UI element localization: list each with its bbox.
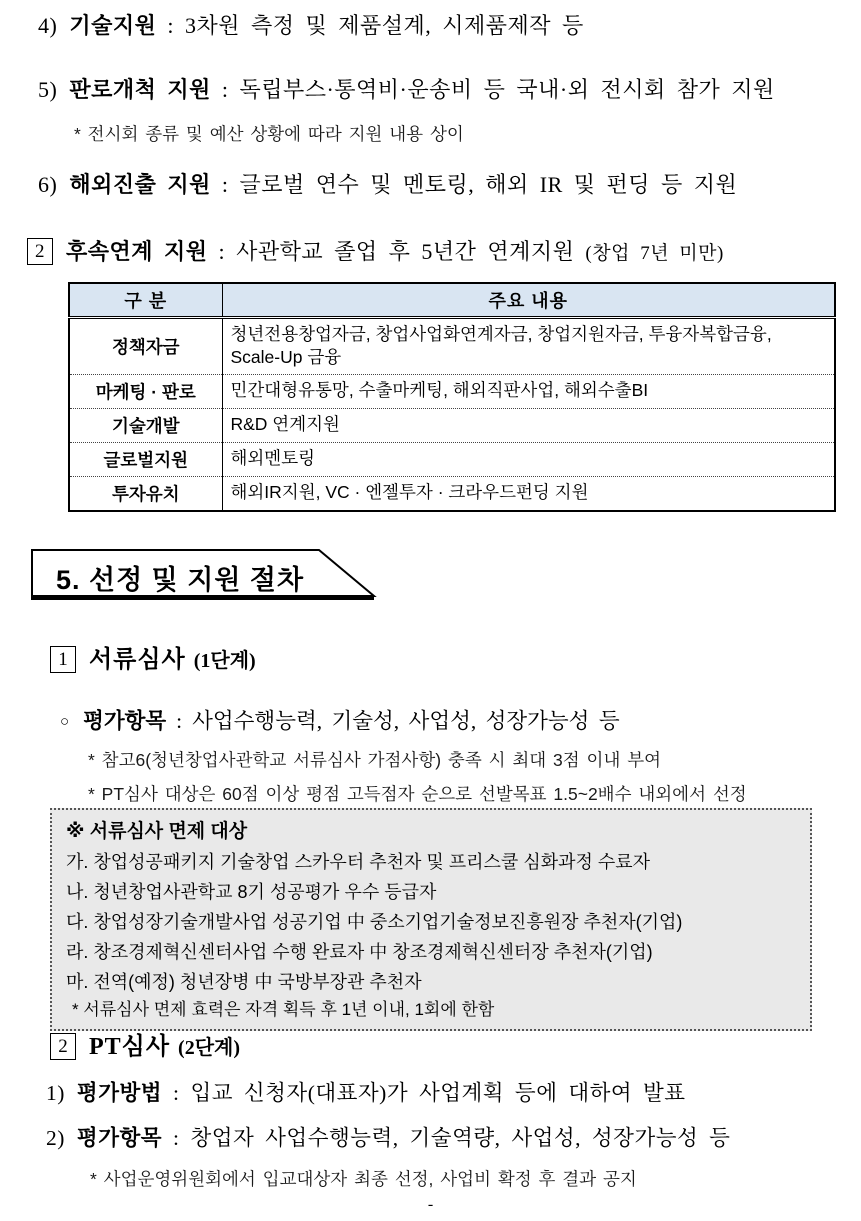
pt-item-criteria (46, 1126, 730, 1152)
item-text: 창업자 사업수행능력, 기술역량, 사업성, 성장가능성 등 (190, 1126, 731, 1150)
item-label: 해외진출 지원 (69, 172, 211, 197)
table-header-row (69, 283, 835, 317)
item-text: 3차원 측정 및 제품설계, 시제품제작 등 (184, 13, 584, 38)
separator: : (218, 239, 226, 264)
section-suffix: (창업 7년 미만) (585, 243, 724, 264)
pt-item-method (46, 1081, 686, 1107)
list-item-overseas-support (38, 172, 737, 198)
item-number: 2) (46, 1126, 65, 1150)
section-text: 사관학교 졸업 후 5년간 연계지원 (236, 239, 575, 264)
followup-support-table (68, 282, 836, 512)
separator: : (221, 172, 229, 197)
separator: : (173, 1126, 180, 1150)
table-row (69, 476, 835, 511)
list-item-tech-support (38, 13, 584, 39)
item-number: 1) (46, 1081, 65, 1105)
row-category: 투자유치 (69, 476, 222, 511)
row-content: 민간대형유통망, 수출마케팅, 해외직판사업, 해외수출BI (230, 380, 649, 401)
item-label: 평가항목 (76, 1126, 162, 1150)
separator: : (173, 1081, 180, 1105)
table-row (69, 374, 835, 408)
list-item-market-support (38, 77, 775, 103)
item-label: 기술지원 (69, 13, 157, 38)
screening-footnote-2: * PT심사 대상은 60점 이상 평점 고득점자 순으로 선발목표 1.5~2배수 내외에서 선정 (88, 784, 747, 804)
bullet-text: 사업수행능력, 기술성, 사업성, 성장가능성 등 (192, 709, 620, 733)
item-footnote: * 전시회 종류 및 예산 상황에 따라 지원 내용 상이 (74, 124, 464, 144)
boxed-number: 2 (50, 1033, 76, 1060)
pt-footnote: * 사업운영위원회에서 입교대상자 최종 선정, 사업비 확정 후 결과 공지 (90, 1169, 637, 1189)
screening-exemption-box (50, 808, 812, 1031)
exemption-item: 다. 창업성장기술개발사업 성공기업 中 중소기업기술정보진흥원장 추천자(기업) (66, 912, 683, 932)
exemption-item: 나. 청년창업사관학교 8기 성공평가 우수 등급자 (66, 882, 437, 902)
exemption-title: ※ 서류심사 면제 대상 (66, 821, 248, 842)
exemption-item: 마. 전역(예정) 청년장병 中 국방부장관 추천자 (66, 972, 422, 992)
heading-document-screening (50, 639, 256, 674)
page-number-mark: - (427, 1196, 434, 1213)
table-row (69, 408, 835, 442)
item-text: 글로벌 연수 및 멘토링, 해외 IR 및 펀딩 등 지원 (239, 172, 738, 197)
exemption-item: 가. 창업성공패키지 기술창업 스카우터 추천자 및 프리스쿨 심화과정 수료자 (66, 852, 651, 872)
table-row (69, 442, 835, 476)
column-header-category: 구 분 (69, 283, 222, 317)
item-label: 판로개척 지원 (69, 77, 211, 102)
row-content: R&D 연계지원 (230, 414, 340, 435)
bullet-label: 평가항목 (83, 709, 167, 733)
screening-footnote-1: * 참고6(청년창업사관학교 서류심사 가점사항) 충족 시 최대 3점 이내 부여 (88, 750, 662, 770)
boxed-number: 2 (27, 238, 53, 265)
heading-stage: (1단계) (193, 650, 256, 672)
section-title: 5. 선정 및 지원 절차 (56, 565, 305, 595)
heading-title: 서류심사 (89, 647, 186, 673)
section-followup-support (27, 238, 724, 266)
row-content: 해외IR지원, VC · 엔젤투자 · 크라우드펀딩 지원 (230, 482, 589, 503)
row-content: 해외멘토링 (230, 448, 316, 469)
row-category: 마케팅 · 판로 (69, 374, 222, 408)
row-category: 글로벌지원 (69, 442, 222, 476)
heading-pt-screening (50, 1026, 240, 1061)
item-number: 4) (38, 13, 58, 38)
item-label: 평가방법 (76, 1081, 162, 1105)
separator: : (167, 13, 174, 38)
column-header-content: 주요 내용 (222, 283, 835, 317)
separator: : (176, 709, 183, 733)
circle-bullet-icon: ○ (60, 714, 70, 730)
row-category: 정책자금 (69, 317, 222, 374)
separator: : (221, 77, 229, 102)
row-category: 기술개발 (69, 408, 222, 442)
item-text: 입교 신청자(대표자)가 사업계획 등에 대하여 발표 (190, 1081, 686, 1105)
item-number: 5) (38, 77, 58, 102)
evaluation-items-line (60, 704, 620, 735)
item-number: 6) (38, 172, 58, 197)
exemption-item: 라. 창조경제혁신센터사업 수행 완료자 中 창조경제혁신센터장 추천자(기업) (66, 942, 653, 962)
table-row (69, 317, 835, 374)
heading-title: PT심사 (89, 1034, 171, 1060)
row-content: 청년전용창업자금, 창업사업화연계자금, 창업지원자금, 투융자복합금융, Scale-Up 금융 (230, 323, 772, 368)
heading-stage: (2단계) (178, 1037, 241, 1059)
boxed-number: 1 (50, 646, 76, 673)
section-label: 후속연계 지원 (66, 239, 208, 264)
exemption-footnote: * 서류심사 면제 효력은 자격 획득 후 1년 이내, 1회에 한함 (72, 1000, 495, 1019)
section-banner (30, 548, 378, 602)
item-text: 독립부스·통역비·운송비 등 국내·외 전시회 참가 지원 (239, 77, 775, 102)
